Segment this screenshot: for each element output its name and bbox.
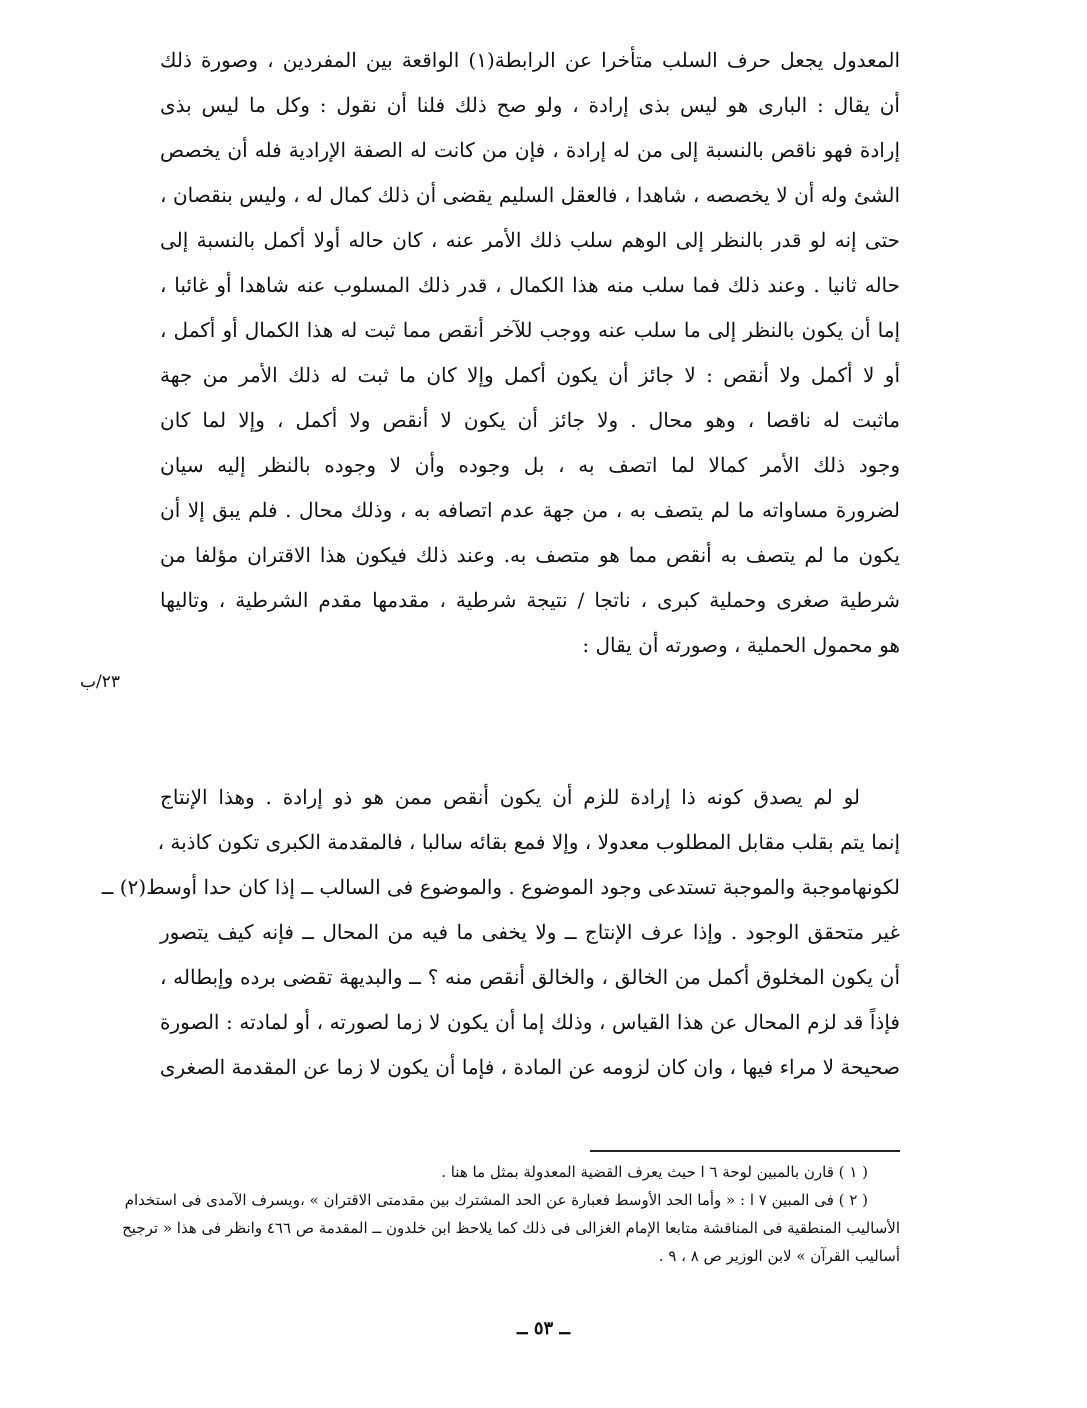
text-line: أو لا أكمل ولا أنقص : لا جائز أن يكون أكمل وإلا كان ما ثبت له ذلك الأمر من جهة — [160, 363, 900, 387]
text-line: شرطية صغرى وحملية كبرى ، ناتجا / نتيجة شرطية ، مقدمها مقدم الشرطية ، وتاليها — [160, 588, 900, 612]
text-line: هو محمول الحملية ، وصورته أن يقال : — [582, 633, 900, 657]
text-line: حاله ثانيا . وعند ذلك فما سلب منه هذا الكمال ، قدر ذلك المسلوب عنه شاهدا أو غائبا ، — [160, 273, 900, 297]
text-line: أن يقال : البارى هو ليس بذى إرادة ، ولو صح ذلك فلنا أن نقول : وكل ما ليس بذى — [160, 93, 900, 117]
footnote-line: ( ٢ ) فى المبين ٧ ا : « وأما الحد الأوسط فعبارة عن الحد المشترك بين مقدمتى الاقتران » ،ويسرف الآمدى فى استخدام — [124, 1191, 868, 1209]
footnotes — [122, 1158, 900, 1270]
text-line: وجود ذلك الأمر كمالا لما اتصف به ، بل وجوده وأن لا وجوده بالنظر إليه سيان — [160, 453, 900, 477]
footnote-line: ( ١ ) قارن بالمبين لوحة ٦ ا حيث يعرف القضية المعدولة بمثل ما هنا . — [441, 1163, 868, 1181]
text-line: المعدول يجعل حرف السلب متأخرا عن الرابطة(١) الواقعة بين المفردين ، وصورة ذلك — [160, 48, 900, 72]
footnote-line: أساليب القرآن » لابن الوزير ص ٨ ، ٩ . — [658, 1247, 900, 1265]
text-line: ماثبت له ناقصا ، وهو محال . ولا جائز أن يكون لا أنقص ولا أكمل ، وإلا لما كان — [160, 408, 900, 432]
text-line: لضرورة مساواته ما لم يتصف به ، من جهة عدم اتصافه به ، وذلك محال . فلم يبق إلا أن — [160, 498, 900, 522]
text-line: غير متحقق الوجود . وإذا عرف الإنتاج ــ ولا يخفى ما فيه من المحال ــ فإنه كيف يتصور — [160, 920, 900, 944]
text-line: إما أن يكون بالنظر إلى ما سلب عنه ووجب للآخر أنقص مما ثبت له هذا الكمال أو أكمل ، — [160, 318, 900, 342]
text-line: صحيحة لا مراء فيها ، وان كان لزومه عن المادة ، فإما أن يكون لا زما عن المقدمة الصغرى — [159, 1055, 900, 1079]
text-line: يكون ما لم يتصف به أنقص مما هو متصف به. وعند ذلك فيكون هذا الاقتران مؤلفا من — [160, 543, 900, 567]
text-line: لو لم يصدق كونه ذا إرادة للزم أن يكون أنقص ممن هو ذو إرادة . وهذا الإنتاج — [160, 785, 860, 809]
paragraph-2 — [101, 775, 900, 1090]
paragraph-1 — [160, 38, 900, 668]
text-line: فإذاً قد لزم المحال عن هذا القياس ، وذلك إما أن يكون لا زما لصورته ، أو لمادته : الصورة — [160, 1010, 900, 1034]
text-line: حتى إنه لو قدر بالنظر إلى الوهم سلب ذلك الأمر عنه ، كان حاله أولا أكمل بالنسبة إلى — [160, 228, 900, 252]
page-number: ــ ٥٣ ــ — [517, 1318, 570, 1339]
text-line: أن يكون المخلوق أكمل من الخالق ، والخالق أنقص منه ؟ ــ والبديهة تقضى برده وإبطاله ، — [160, 965, 900, 989]
footnote-line: الأساليب المنطقية فى المناقشة متابعا الإمام الغزالى فى ذلك كما يلاحظ ابن خلدون ــ المقدمة ص ٤٦٦ وانظر فى هذا « ترجيح — [122, 1219, 900, 1237]
text-line: إرادة فهو ناقص بالنسبة إلى من له إرادة ، فإن من كانت له الصفة الإرادية فله أن يخصص — [160, 138, 900, 162]
manuscript-folio-marker: ٢٣/ب — [80, 672, 120, 692]
text-line: لكونهاموجبة والموجبة تستدعى وجود الموضوع . والموضوع فى السالب ــ إذا كان حدا أوسط(٢) ــ — [101, 875, 900, 899]
text-line: الشئ وله أن لا يخصصه ، شاهدا ، فالعقل السليم يقضى أن ذلك كمال له ، وليس بنقصان ، — [160, 183, 900, 207]
text-line: إنما يتم بقلب مقابل المطلوب معدولا ، وإلا فمع بقائه سالبا ، فالمقدمة الكبرى تكون كاذبة ، — [157, 830, 900, 854]
footnote-separator — [590, 1150, 900, 1152]
